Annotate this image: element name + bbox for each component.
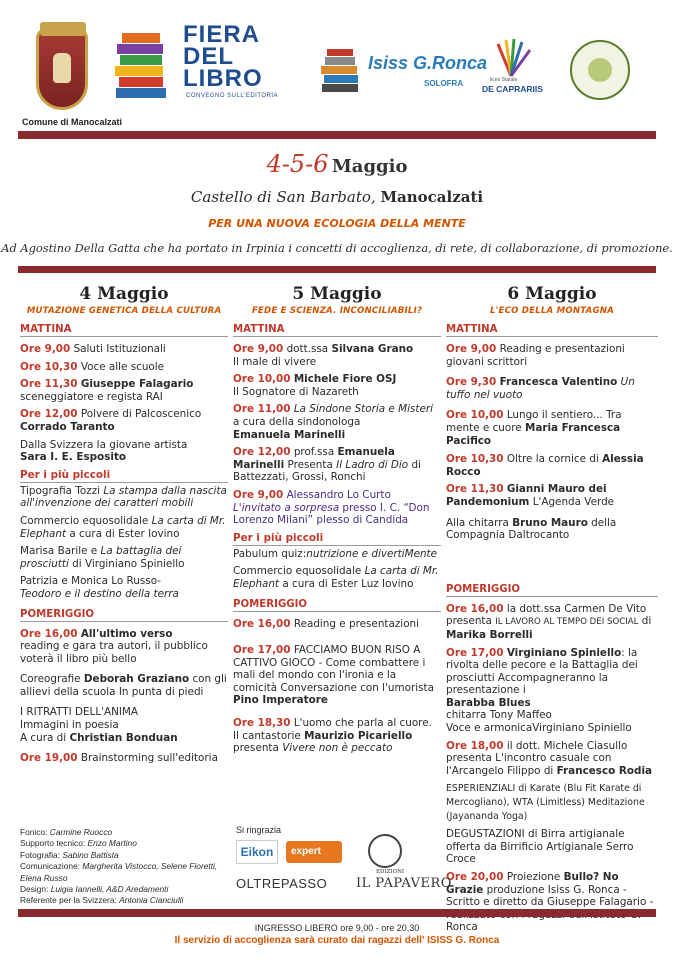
credits: Fonico: Carmine Ruocco Supporto tecnico: Enzo Martino Fotografia: Sabino Battista Comunicazione: Margherita Vistocco, Selene Fioretti, Elena Russo Design: Luigia Iannelli, A&D Aredamenti Referente per la Svizzera: Antonia Cianciulli bbox=[20, 827, 218, 906]
program-entry: Alla chitarra Bruno Mauro della Compagnia Daltrocanto bbox=[446, 516, 617, 542]
program-entry: Ore 10,30 Oltre la cornice di Alessia Rocco bbox=[446, 453, 644, 478]
day-column-6-maggio bbox=[446, 284, 658, 939]
section-mattina: MATTINA bbox=[446, 324, 658, 337]
event-venue: Castello di San Barbato, Manocalzati bbox=[190, 188, 484, 206]
program-entry: I RITRATTI DELL'ANIMA Immagini in poesia A cura di Christian Bonduan bbox=[20, 706, 178, 744]
day-column-4-maggio bbox=[20, 284, 228, 770]
sponsor-edizioni-label: EDIZIONI bbox=[376, 869, 405, 875]
liceo-label: liceo Statale bbox=[490, 77, 518, 83]
books-logo bbox=[110, 28, 172, 108]
divider-top bbox=[18, 131, 656, 139]
comune-coat-of-arms bbox=[36, 28, 88, 110]
program-entry: Ore 11,30 Giuseppe Falagario sceneggiatore e regista RAI bbox=[20, 378, 194, 403]
ronca-books-icon bbox=[318, 46, 362, 96]
program-entry: Ore 19,00 Brainstorming sull'editoria bbox=[20, 752, 218, 765]
section-mattina: MATTINA bbox=[233, 324, 441, 337]
program-entry: Tipografia Tozzi La stampa dalla nascita all'invenzione dei caratteri mobili bbox=[20, 484, 227, 510]
program-entry: Ore 10,00 Lungo il sentiero... Tra mente e cuore Maria Francesca Pacifico bbox=[446, 409, 622, 447]
dedication: Ad Agostino Della Gatta che ha portato in Irpinia i concetti di accoglienza, di rete, di collaborazione, di promozione. bbox=[1, 241, 673, 255]
section-pomeriggio: POMERIGGIO bbox=[446, 584, 658, 597]
istituto-comprensivo-logo bbox=[570, 40, 630, 100]
fiera-subtitle: CONVEGNO SULL'EDITORIA bbox=[186, 93, 279, 99]
sponsor-oltrepasso-logo: OLTREPASSO bbox=[236, 876, 328, 891]
program-entry: Ore 16,00 la dott.ssa Carmen De Vito presenta IL LAVORO AL TEMPO DEI SOCIAL di Marika Borrelli bbox=[446, 602, 652, 641]
program-entry: Commercio equosolidale La carta di Mr. Elephant a cura di Ester Luz Iovino bbox=[233, 565, 439, 590]
fiera-del-libro-logo: FIERA DEL LIBRO bbox=[183, 21, 263, 92]
day-title: 5 Maggio bbox=[292, 284, 382, 304]
ingresso-libero: INGRESSO LIBERO ore 9,00 - ore 20,30 bbox=[254, 923, 420, 933]
program-entry: Ore 18,30 L'uomo che parla al cuore. Il cantastorie Maurizio Picariello presenta Vivere non è peccato bbox=[233, 717, 432, 755]
program-entry: Ore 9,00 dott.ssa Silvana Grano Il male di vivere bbox=[233, 343, 414, 368]
program-entry: Ore 10,00 Michele Fiore OSJ Il Sognatore di Nazareth bbox=[233, 373, 397, 398]
event-dates: 4-5-6 Maggio bbox=[266, 150, 408, 178]
program-entry: Ore 11,00 La Sindone Storia e Misteri a cura della sindonologa Emanuela Marinelli bbox=[233, 403, 434, 441]
program-entry: Marisa Barile e La battaglia dei prosciutti di Virginiano Spiniello bbox=[20, 545, 185, 570]
program-entry: Ore 9,00 Reading e presentazioni giovani scrittori bbox=[446, 343, 625, 368]
program-entry: Commercio equosolidale La carta di Mr. Elephant a cura di Ester Iovino bbox=[20, 514, 226, 540]
de-caprariis-logo bbox=[486, 36, 536, 80]
section-piccoli: Per i più piccoli bbox=[20, 469, 228, 483]
sponsor-expert-logo: expert bbox=[286, 841, 342, 863]
accoglienza-note: Il servizio di accoglienza sarà curato dai ragazzi dell' ISISS G. Ronca bbox=[174, 935, 500, 946]
program-entry: Ore 10,30 Voce alle scuole bbox=[20, 360, 165, 373]
section-pomeriggio: POMERIGGIO bbox=[20, 609, 228, 622]
sponsor-eikon-logo: Eikon bbox=[236, 840, 278, 864]
program-entry: Ore 17,00 FACCIAMO BUON RISO A CATTIVO GIOCO - Come combattere i mali del mondo con l'ironia e la comicità Conversazione con l'umorista Pino Imperatore bbox=[233, 644, 434, 707]
day-title: 6 Maggio bbox=[507, 284, 597, 304]
program-entry: Ore 20,00 Proiezione Bullo? No Grazie produzione Isiss G. Ronca - Scritto e diretto da Giuseppe Falagario - Ronca bbox=[446, 871, 654, 934]
sponsor-papavero-logo: IL PAPAVERO bbox=[356, 876, 452, 891]
program-entry: Ore 16,00 All'ultimo verso reading e gara tra autori, il pubblico voterà il libro più bello bbox=[20, 627, 208, 665]
program-entry: Ore 16,00 Reading e presentazioni bbox=[233, 617, 420, 630]
program-entry: Ore 17,00 Virginiano Spiniello: la rivolta delle pecore e la Battaglia dei prosciutti Accompagneranno la presentazione i Barabba Blues chitarra Tony Maffeo Voce e armonicaVirginiano Spiniello bbox=[446, 646, 638, 735]
program-entry: ESPERIENZIALI di Karate (Blu Fit Karate di Mercogliano), WTA (Limitless) Meditazione (Jayananda Yoga) bbox=[446, 783, 645, 822]
day-theme: MUTAZIONE GENETICA DELLA CULTURA bbox=[26, 306, 222, 316]
day-title: 4 Maggio bbox=[79, 284, 169, 304]
program-entry: Ore 18,00 il dott. Michele Ciasullo presenta L'incontro casuale con l'Arcangelo Filippo di Francesco Rodia bbox=[446, 739, 653, 777]
de-caprariis-name: DE CAPRARIIS bbox=[482, 84, 543, 94]
day-theme: L'ECO DELLA MONTAGNA bbox=[490, 306, 614, 316]
program-entry: Ore 11,30 Gianni Mauro dei Pandemonium L'Agenda Verde bbox=[446, 483, 615, 508]
crown-icon bbox=[40, 22, 86, 36]
section-piccoli: Per i più piccoli bbox=[233, 532, 441, 546]
poppy-icon bbox=[368, 834, 402, 868]
event-tagline: PER UNA NUOVA ECOLOGIA DELLA MENTE bbox=[208, 217, 466, 230]
divider-bottom bbox=[18, 909, 656, 917]
isiss-ronca-logo: Isiss G.Ronca bbox=[368, 53, 488, 73]
program-entry: Coreografie Deborah Graziano con gli allievi della scuola In punta di piedi bbox=[20, 673, 227, 698]
section-mattina: MATTINA bbox=[20, 324, 228, 337]
program-entry: Dalla Svizzera la giovane artista Sara I. E. Esposito bbox=[20, 438, 188, 464]
divider-middle bbox=[18, 266, 656, 273]
day-column-5-maggio bbox=[233, 284, 441, 760]
program-entry: DEGUSTAZIONI di Birra artigianale offerta da Birrificio Artigianale Serro Croce bbox=[446, 828, 634, 866]
solofra-label: SOLOFRA bbox=[424, 79, 464, 88]
day-theme: FEDE E SCIENZA. INCONCILIABILI? bbox=[251, 306, 423, 316]
comune-label: Comune di Manocalzati bbox=[22, 117, 123, 127]
section-pomeriggio: POMERIGGIO bbox=[233, 599, 441, 612]
program-entry: Pabulum quiz:nutrizione e divertiMente bbox=[233, 547, 438, 560]
program-entry: Ore 12,00 Polvere di Palcoscenico Corrado Taranto bbox=[20, 408, 202, 433]
program-entry: Ore 9,00 Saluti Istituzionali bbox=[20, 343, 166, 355]
sponsors-heading: Si ringrazia bbox=[236, 825, 282, 835]
program-entry: Ore 12,00 prof.ssa Emanuela Marinelli Presenta Il Ladro di Dio di Battezzati, Grossi, Ronchi bbox=[233, 446, 421, 484]
program-entry: Ore 9,00 Alessandro Lo Curto L'invitato a sorpresa presso I. C. “Don Lorenzo Milani” plesso di Candida bbox=[233, 488, 430, 527]
program-entry: Ore 9,30 Francesca Valentino Un tuffo nel vuoto bbox=[446, 376, 635, 401]
program-entry: Patrizia e Monica Lo Russo- Teodoro e il destino della terra bbox=[20, 575, 179, 600]
